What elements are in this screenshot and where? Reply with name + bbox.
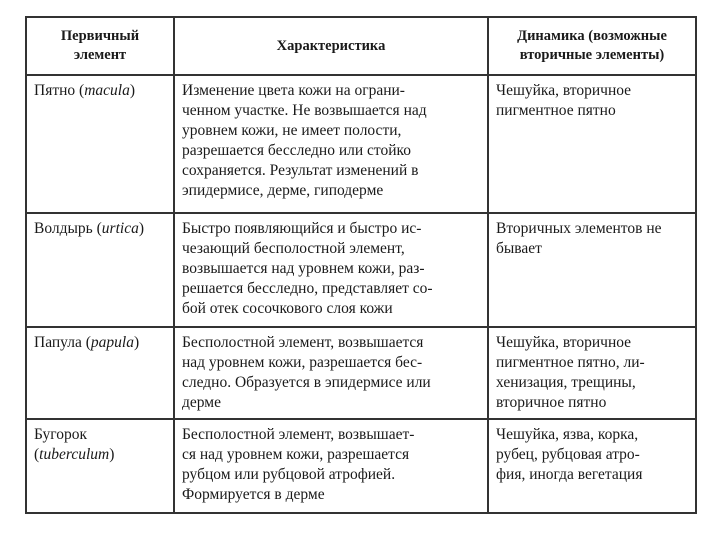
cell-element: Папула (papula): [26, 327, 174, 419]
table-row: [26, 213, 696, 327]
element-name: Волдырь: [34, 220, 93, 237]
cell-element: Бугорок (tuberculum): [26, 419, 174, 513]
element-name: Бугорок: [34, 426, 88, 443]
cell-dynamics: Чешуйка, язва, корка, рубец, рубцовая атро- фия, иногда вегетация: [488, 419, 696, 513]
cell-dynamics: Чешуйка, вторичное пигментное пятно: [488, 75, 696, 213]
element-name: Папула: [34, 334, 82, 351]
table-row: [26, 327, 696, 419]
element-name: Пятно: [34, 82, 76, 99]
cell-description: Изменение цвета кожи на ограни- ченном участке. Не возвышается над уровнем кожи, не имеет полости, разрешается бесследно или стойко сохраняется. Результат изменений в эпидермисе, дерме, гиподерме: [174, 75, 488, 213]
primary-elements-table: [25, 16, 697, 514]
element-latin: tuberculum: [39, 446, 110, 463]
header-characteristic: Характеристика: [174, 17, 488, 75]
element-latin: macula: [84, 82, 130, 99]
table-row: [26, 419, 696, 513]
cell-element: Пятно (macula): [26, 75, 174, 213]
element-latin: urtica: [101, 220, 139, 237]
cell-element: Волдырь (urtica): [26, 213, 174, 327]
cell-description: Бесполостной элемент, возвышает- ся над уровнем кожи, разрешается рубцом или рубцовой атрофией. Формируется в дерме: [174, 419, 488, 513]
header-primary-element: Первичный элемент: [26, 17, 174, 75]
element-latin: papula: [90, 334, 134, 351]
cell-description: Быстро появляющийся и быстро ис- чезающий бесполостной элемент, возвышается над уровнем кожи, раз- решается бесследно, представляет со- бой отек сосочкового слоя кожи: [174, 213, 488, 327]
primary-elements-table-wrapper: [25, 16, 695, 514]
header-dynamics: Динамика (возможные вторичные элементы): [488, 17, 696, 75]
table-row: [26, 75, 696, 213]
cell-description: Бесполостной элемент, возвышается над уровнем кожи, разрешается бес- следно. Образуется в эпидермисе или дерме: [174, 327, 488, 419]
table-header-row: [26, 17, 696, 75]
cell-dynamics: Вторичных элементов не бывает: [488, 213, 696, 327]
cell-dynamics: Чешуйка, вторичное пигментное пятно, ли- хенизация, трещины, вторичное пятно: [488, 327, 696, 419]
